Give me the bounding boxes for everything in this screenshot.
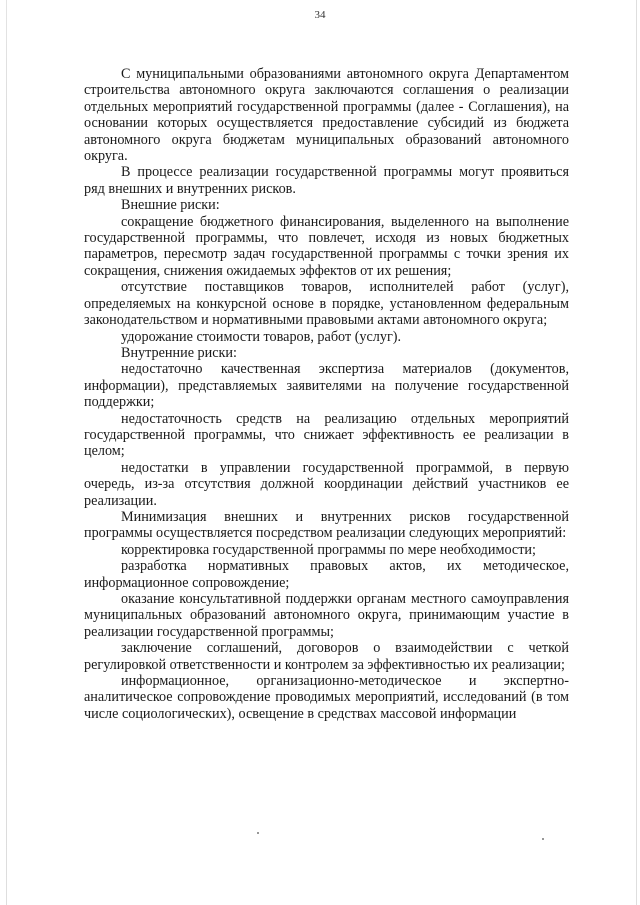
heading-external-risks: Внешние риски: xyxy=(121,197,220,214)
paragraph-risk-mitigation: Минимизация внешних и внутренних рисков государственной программы осуществляется посредством реализации следующих мероприятий: xyxy=(84,508,569,542)
scan-edge-right xyxy=(636,0,637,905)
external-risk-budget-cut: сокращение бюджетного финансирования, выделенного на выполнение государственной программы, что повлечет, исходя из новых бюджетных параметров, пересмотр задач государственной программы с точки зрения их сокращения, снижения ожидаемых эффектов от их решения; xyxy=(84,213,569,279)
internal-risk-expertise: недостаточно качественная экспертиза материалов (документов, информации), представляемых заявителями на получение государственной поддержки; xyxy=(84,361,569,411)
mitigation-correction: корректировка государственной программы по мере необходимости; xyxy=(121,541,536,558)
scan-speck xyxy=(257,832,259,834)
paragraph-risks-intro: В процессе реализации государственной программы могут проявиться ряд внешних и внутренних рисков. xyxy=(84,164,569,197)
mitigation-agreements: заключение соглашений, договоров о взаимодействии с четкой регулировкой ответственности и контролем за эффективностью их реализации; xyxy=(84,640,569,673)
mitigation-consulting-support: оказание консультативной поддержки органам местного самоуправления муниципальных образований автономного округа, принимающим участие в реализации государственной программы; xyxy=(84,591,569,640)
mitigation-regulatory-acts: разработка нормативных правовых актов, их методическое, информационное сопровождение; xyxy=(84,558,569,591)
external-risk-price-increase: удорожание стоимости товаров, работ (услуг). xyxy=(121,328,402,345)
internal-risk-management: недостатки в управлении государственной программой, в первую очередь, из-за отсутствия должной координации действий участников ее реализации. xyxy=(84,459,569,509)
mitigation-information-support: информационное, организационно-методическое и экспертно-аналитическое сопровождение проводимых мероприятий, исследований (в том числе социологических), освещение в средствах массовой информации xyxy=(84,673,569,722)
scan-speck xyxy=(542,838,544,840)
document-body xyxy=(84,66,569,722)
page-number: 34 xyxy=(314,9,326,21)
external-risk-no-suppliers: отсутствие поставщиков товаров, исполнителей работ (услуг), определяемых на конкурсной основе в порядке, установленном федеральным законодательством и нормативными правовыми актами автономного округа; xyxy=(84,279,569,329)
scan-edge-left xyxy=(6,0,7,905)
paragraph-agreements: С муниципальными образованиями автономного округа Департаментом строительства автономного округа заключаются соглашения о реализации отдельных мероприятий государственной программы (далее - Соглашения), на основании которых осуществляется предоставление субсидий из бюджета автономного округа бюджетам муниципальных образований автономного округа. xyxy=(84,66,569,165)
internal-risk-insufficient-funds: недостаточность средств на реализацию отдельных мероприятий государственной программы, что снижает эффективность ее реализации в целом; xyxy=(84,410,569,460)
heading-internal-risks: Внутренние риски: xyxy=(121,344,237,361)
